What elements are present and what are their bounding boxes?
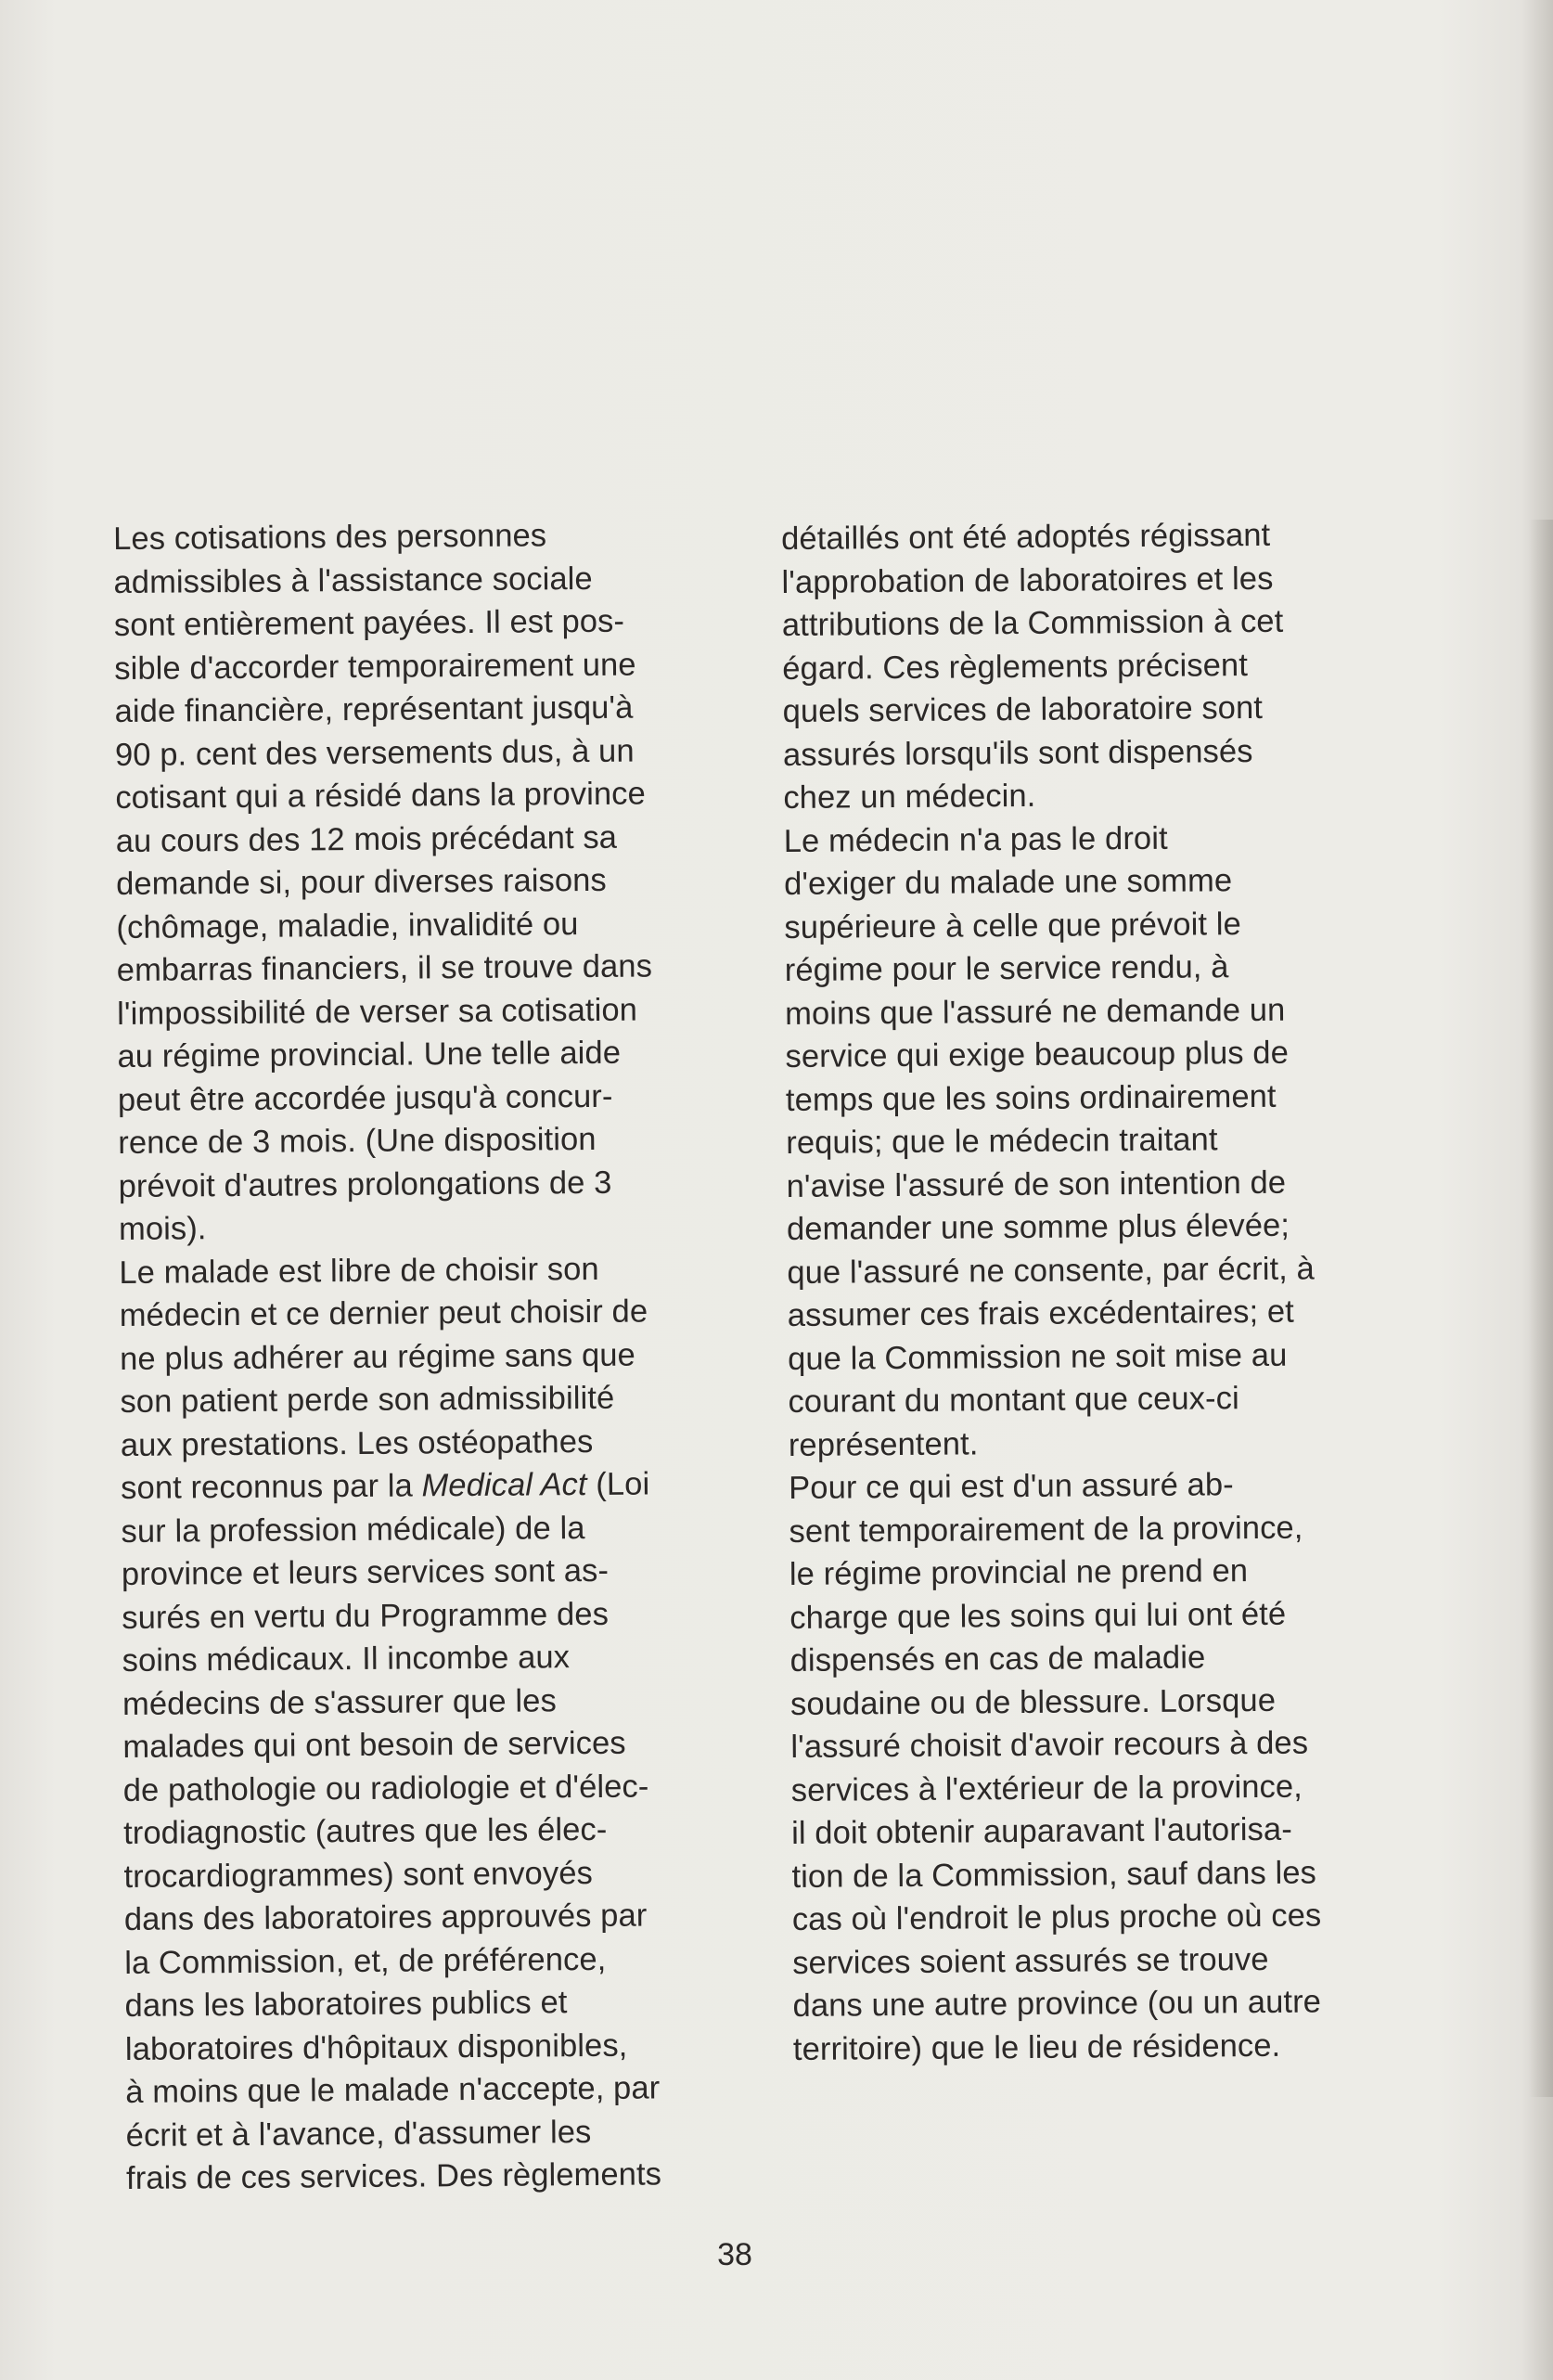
page-number: 38 xyxy=(717,2237,752,2272)
right-text-column xyxy=(781,513,1387,2071)
medical-act-title: Medical Act xyxy=(421,1467,587,1504)
paragraph-choice-of-physician xyxy=(119,1246,757,2200)
left-text-column xyxy=(113,513,757,2201)
paragraph-extra-billing: Le médecin n'a pas le droit d'exiger du malade une somme supérieure à celle que prévoit le régime pour le service rendu, à moins que l'assuré ne demande un service qui exige beaucoup plus de temps que les soins ordinairement requis; que le médecin traitant n'avise l'assuré de son intention de demander une somme plus élevée; que l'assuré ne consente, par écrit, à assumer ces frais excédentaires; et que la Commission ne soit mise au courant du montant que ceux-ci représentent. xyxy=(783,820,1315,1463)
paragraph-out-of-province: Pour ce qui est d'un assuré ab- sent temporairement de la province, le régime provincial ne prend en charge que les soins qui lui ont été dispensés en cas de maladie soudaine ou de blessure. Lorsque l'assuré choisit d'avoir recours à des services à l'extérieur de la province, il doit obtenir auparavant l'autorisa- tion de la Commission, sauf dans les cas où l'endroit le plus proche où ces services soient assurés se trouve dans une autre province (ou un autre territoire) que le lieu de résidence. xyxy=(789,1467,1322,2067)
page-binding-shadow xyxy=(1529,520,1553,2097)
paragraph-text-start: Le malade est libre de choisir son médecin et ce dernier peut choisir de ne plus adhérer au régime sans que son patient perde son admissibilité aux prestations. Les ostéopathes sont reconnus par la xyxy=(119,1251,648,1506)
paragraph-laboratory-regulations: détaillés ont été adoptés régissant l'approbation de laboratoires et les attributions de la Commission à cet égard. Ces règlements précisent quels services de laboratoire sont assurés lorsqu'ils sont dispensés chez un médecin. xyxy=(781,517,1284,816)
paragraph-social-assistance-contributions: Les cotisations des personnes admissibles à l'assistance sociale sont entièrement payées. Il est pos- sible d'accorder temporairement une aide financière, représentant jusqu'à 90 p. cent des versements dus, à un cotisant qui a résidé dans la province au cours des 12 mois précédant sa demande si, pour diverses raisons (chômage, maladie, invalidité ou embarras financiers, il se trouve dans l'impossibilité de verser sa cotisation au régime provincial. Une telle aide peut être accordée jusqu'à concur- rence de 3 mois. (Une disposition prévoit d'autres prolongations de 3 mois). xyxy=(113,518,653,1247)
paragraph-text-end: (Loi sur la profession médicale) de la province et leurs services sont as- surés en vertu du Programme des soins médicaux. Il incombe aux médecins de s'assurer que les malades qui ont besoin de services de pathologie ou radiologie et d'élec- trodiagnostic (autres que les élec- trocardiogrammes) sont envoyés dans des laboratoires approuvés par la Commission, et, de préférence, dans les laboratoires publics et laboratoires d'hôpitaux disponibles, à moins que le malade n'accepte, par écrit et à l'avance, d'assumer les frais de ces services. Des règlements xyxy=(121,1466,662,2196)
